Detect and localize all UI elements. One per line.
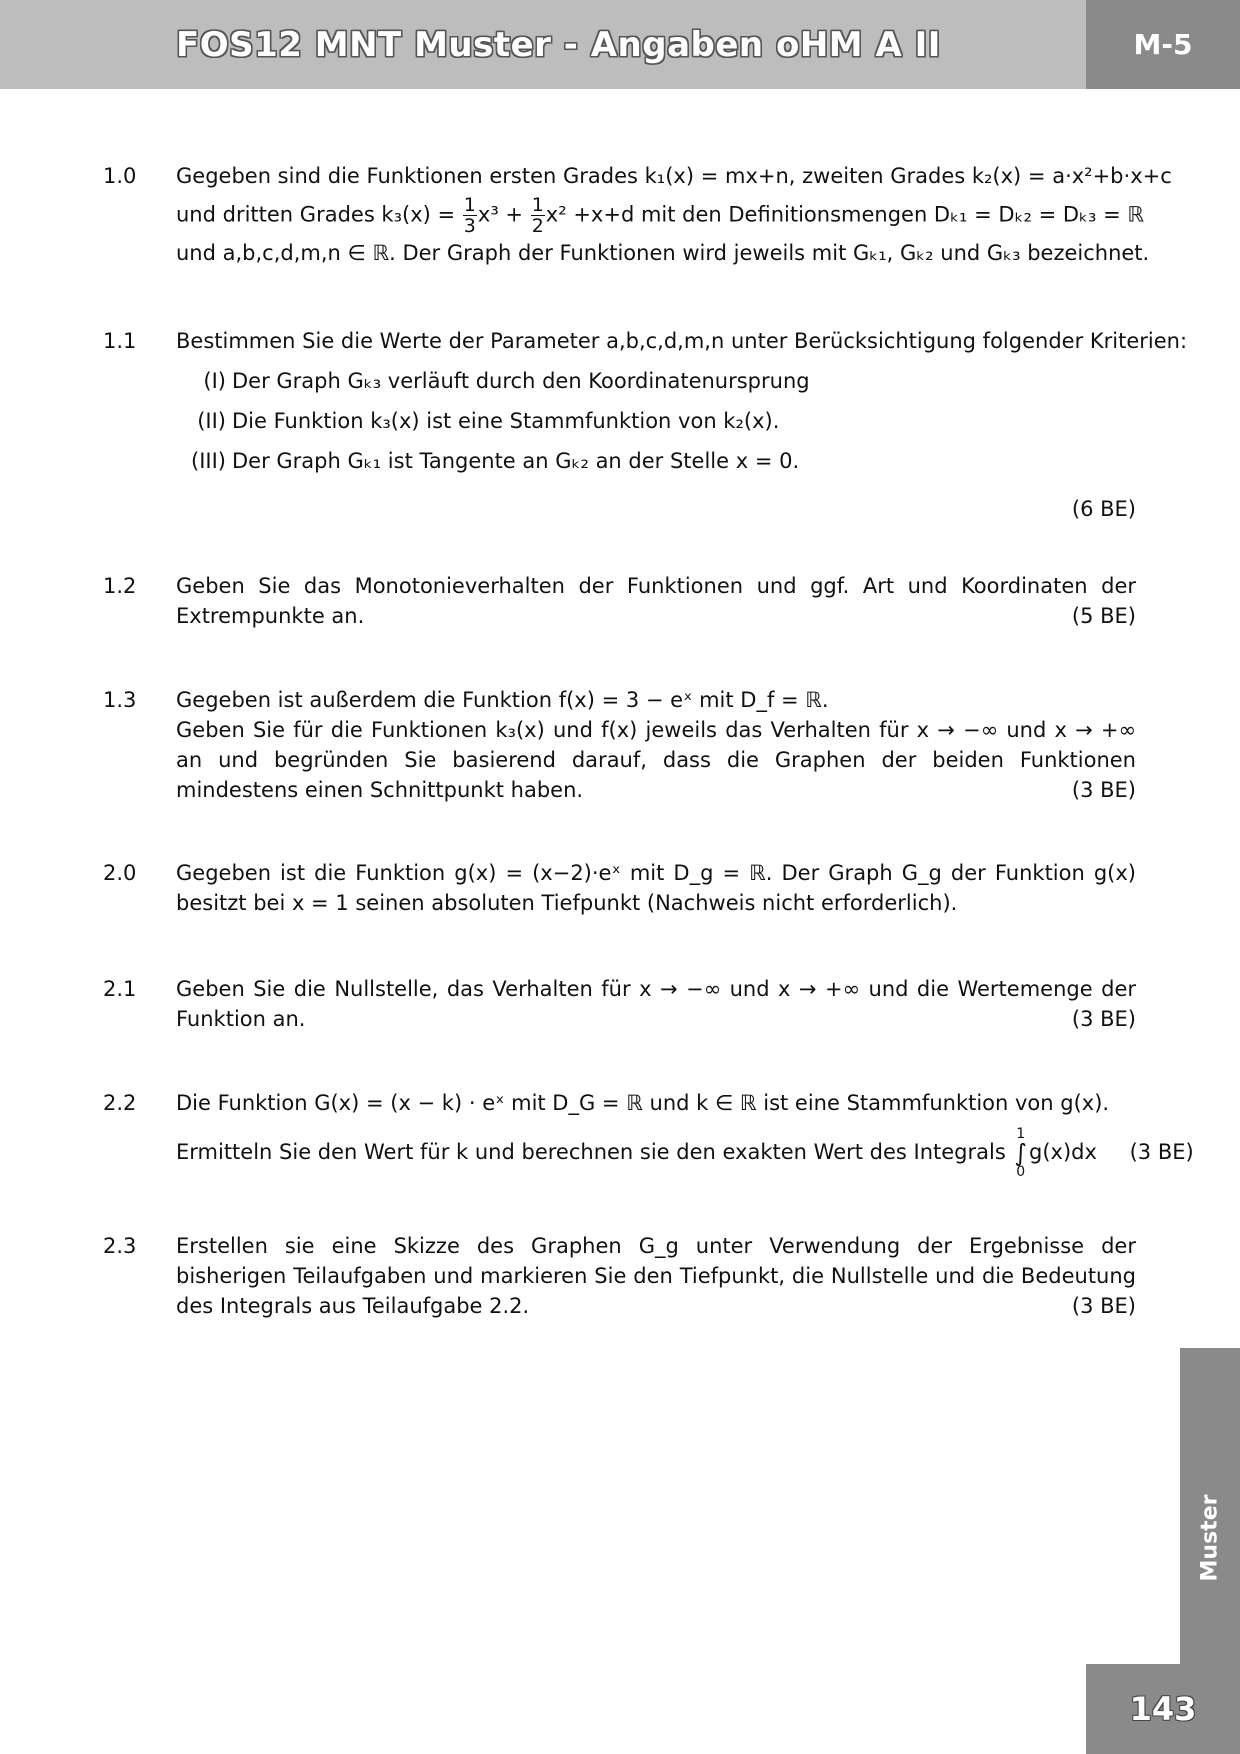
task-number: 1.3 (103, 688, 137, 712)
criterion (176, 446, 1136, 476)
task-text: Die Funktion G(x) = (x − k) · eˣ mit D_G = ℝ und k ∈ ℝ ist eine Stammfunktion von g(x). (176, 1091, 1110, 1115)
points-badge: (6 BE) (1071, 497, 1136, 521)
criterion-roman: (I) (203, 369, 226, 393)
task-body (176, 1231, 1136, 1321)
task-number: 1.0 (103, 164, 137, 188)
task-body (176, 161, 1172, 268)
task-line (176, 194, 1144, 237)
task-line: Gegeben sind die Funktionen ersten Grades k₁(x) = mx+n, zweiten Grades k₂(x) = a·x²+b·x+c (176, 164, 1172, 188)
page-number: 143 (1086, 1664, 1240, 1754)
task-body (176, 1088, 1194, 1180)
points-badge: (3 BE) (1129, 1140, 1194, 1164)
points-badge: (3 BE) (1071, 1294, 1136, 1318)
task-body (176, 974, 1136, 1034)
criterion-text: Die Funktion k₃(x) ist eine Stammfunktion von k₂(x). (232, 409, 780, 433)
task-paragraph (176, 715, 1136, 805)
task-line: und a,b,c,d,m,n ∈ ℝ. Der Graph der Funktionen wird jeweils mit Gₖ₁, Gₖ₂ und Gₖ₃ bezeichnet. (176, 241, 1150, 265)
page-header (0, 0, 1240, 89)
task-text: Geben Sie die Nullstelle, das Verhalten für x → −∞ und x → +∞ und die Wertemenge der Funktion an. (176, 977, 1136, 1031)
criterion (176, 406, 1136, 436)
task-text: Geben Sie für die Funktionen k₃(x) und f(x) jeweils das Verhalten für x → −∞ und x → +∞ an und begründen Sie basierend darauf, dass die Graphen der beiden Funktionen mindestens einen Schnittpunkt haben. (176, 718, 1136, 802)
points-badge: (5 BE) (1071, 604, 1136, 628)
integral (1014, 1126, 1027, 1180)
task-number: 2.0 (103, 861, 137, 885)
task-body (176, 571, 1136, 631)
task-text: x² +x+d mit den Definitionsmengen Dₖ₁ = Dₖ₂ = Dₖ₃ = ℝ (545, 202, 1144, 227)
task-number: 1.1 (103, 329, 137, 353)
fraction-denominator: 3 (463, 215, 476, 237)
fraction (531, 195, 545, 236)
fraction-numerator: 1 (463, 194, 476, 216)
task-paragraph (176, 571, 1136, 631)
criterion-text: Der Graph Gₖ₃ verläuft durch den Koordinatenursprung (232, 369, 810, 393)
task-text: Geben Sie das Monotonieverhalten der Funktionen und ggf. Art und Koordinaten der Extrempunkte an. (176, 574, 1136, 628)
fraction (463, 195, 477, 236)
header-code: M-5 (1086, 0, 1240, 89)
criterion-text: Der Graph Gₖ₁ ist Tangente an Gₖ₂ an der Stelle x = 0. (232, 449, 800, 473)
header-title: FOS12 MNT Muster - Angaben oHM A II (176, 25, 941, 65)
criterion (176, 366, 1136, 396)
task-text: Bestimmen Sie die Werte der Parameter a,b,c,d,m,n unter Berücksichtigung folgender Kriterien: (176, 329, 1188, 353)
task-paragraph (176, 1231, 1136, 1321)
side-tab (1180, 1348, 1240, 1664)
task-number: 1.2 (103, 574, 137, 598)
points-badge: (3 BE) (1071, 1007, 1136, 1031)
task-body (176, 326, 1188, 524)
task-paragraph (176, 974, 1136, 1034)
task-text: Erstellen sie eine Skizze des Graphen G_g unter Verwendung der Ergebnisse der bisherigen Teilaufgaben und markieren Sie den Tiefpunkt, die Nullstelle und die Bedeutung des Integrals aus Teilaufgabe 2.2. (176, 1234, 1136, 1318)
points-badge: (3 BE) (1071, 778, 1136, 802)
task-body (176, 858, 1136, 918)
task-text: Gegeben ist außerdem die Funktion f(x) = 3 − eˣ mit D_f = ℝ. (176, 688, 829, 712)
side-tab-label: Muster (1197, 1494, 1223, 1582)
task-paragraph (176, 1126, 1194, 1180)
integral-lower: 0 (1016, 1164, 1026, 1180)
task-number: 2.3 (103, 1234, 137, 1258)
task-text: und dritten Grades k₃(x) = (176, 202, 456, 227)
task-number: 2.2 (103, 1091, 137, 1115)
criteria-list (176, 366, 1136, 476)
fraction-denominator: 2 (531, 215, 544, 237)
criterion-roman: (III) (191, 449, 226, 473)
criterion-roman: (II) (197, 409, 226, 433)
task-text: x³ + (477, 202, 524, 227)
task-paragraph: Gegeben ist die Funktion g(x) = (x−2)·eˣ mit D_g = ℝ. Der Graph G_g der Funktion g(x) besitzt bei x = 1 seinen absoluten Tiefpunkt (Nachweis nicht erforderlich). (176, 861, 1136, 915)
integral-expression: g(x)dx (1029, 1140, 1097, 1164)
integral-upper: 1 (1016, 1126, 1026, 1142)
fraction-numerator: 1 (531, 194, 544, 216)
task-number: 2.1 (103, 977, 137, 1001)
task-body (176, 685, 1136, 805)
integral-icon: ∫ (1014, 1139, 1027, 1167)
task-text: Ermitteln Sie den Wert für k und berechnen sie den exakten Wert des Integrals (176, 1140, 1006, 1164)
